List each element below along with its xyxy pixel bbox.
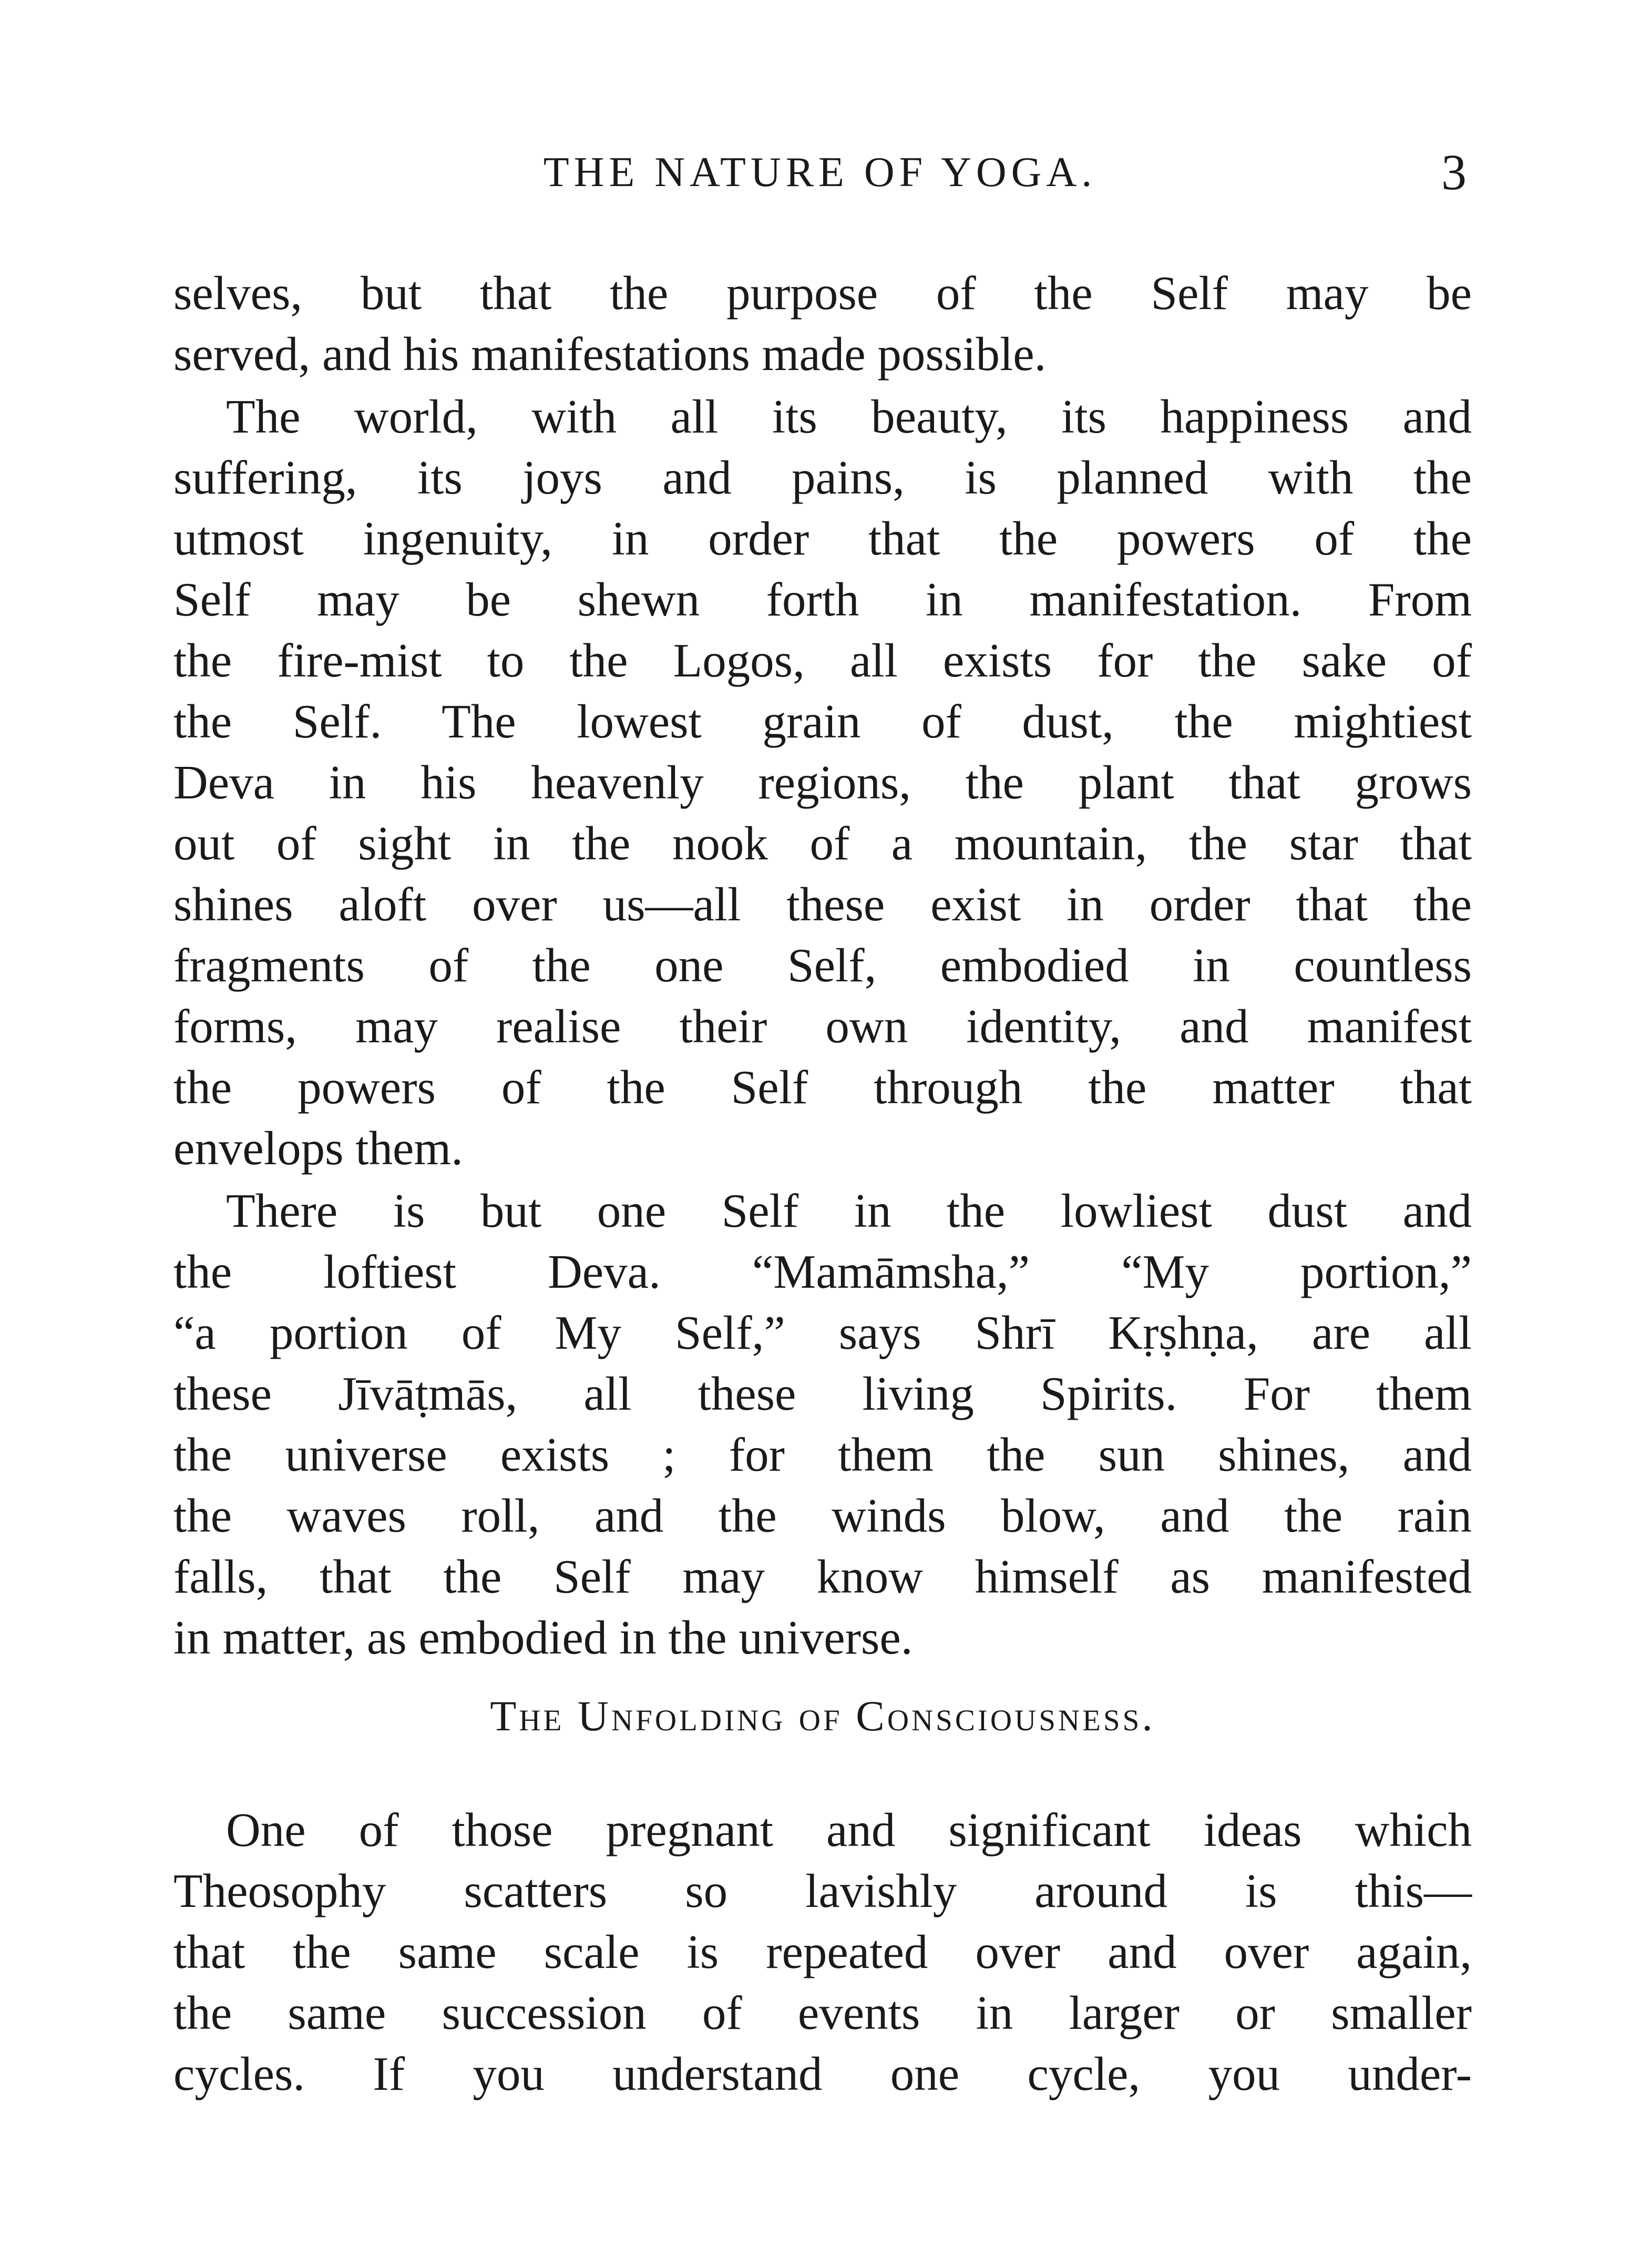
page-number: 3 bbox=[1441, 144, 1467, 200]
text-line: suffering, its joys and pains, is planned with the bbox=[173, 451, 1472, 504]
text-line: falls, that the Self may know himself as manifested bbox=[173, 1550, 1472, 1603]
text-line: There is but one Self in the lowliest dust and bbox=[226, 1184, 1472, 1237]
section-heading: The Unfolding of Consciousness. bbox=[490, 1692, 1155, 1740]
text-line: that the same scale is repeated over and over again, bbox=[173, 1925, 1472, 1978]
text-line: these Jīvāṭmās, all these living Spirits. For them bbox=[173, 1367, 1472, 1420]
text-line: shines aloft over us—all these exist in order that the bbox=[173, 878, 1472, 931]
text-line: Deva in his heavenly regions, the plant that grows bbox=[173, 756, 1472, 809]
text-line: the loftiest Deva. “Mamāmsha,” “My portion,” bbox=[173, 1245, 1472, 1298]
text-line: served, and his manifestations made possible. bbox=[173, 327, 1047, 381]
text-line: utmost ingenuity, in order that the powers of the bbox=[173, 512, 1472, 565]
text-line: envelops them. bbox=[173, 1122, 463, 1175]
running-title: THE NATURE OF YOGA. bbox=[543, 149, 1097, 196]
text-line: “a portion of My Self,” says Shrī Kṛṣhṇa, are all bbox=[173, 1306, 1472, 1359]
text-line: forms, may realise their own identity, and manifest bbox=[173, 1000, 1472, 1053]
text-line: selves, but that the purpose of the Self may be bbox=[173, 266, 1472, 320]
text-line: the fire-mist to the Logos, all exists for the sake of bbox=[173, 634, 1472, 687]
text-line: the waves roll, and the winds blow, and the rain bbox=[173, 1489, 1472, 1542]
text-line: the powers of the Self through the matter that bbox=[173, 1061, 1472, 1114]
text-line: the Self. The lowest grain of dust, the mightiest bbox=[173, 695, 1472, 748]
text-line: The world, with all its beauty, its happiness and bbox=[226, 390, 1472, 443]
text-line: in matter, as embodied in the universe. bbox=[173, 1611, 913, 1664]
text-line: the same succession of events in larger or smaller bbox=[173, 1986, 1472, 2039]
text-line: Theosophy scatters so lavishly around is this— bbox=[173, 1864, 1472, 1917]
text-line: One of those pregnant and significant ideas which bbox=[226, 1803, 1472, 1856]
text-line: fragments of the one Self, embodied in countless bbox=[173, 939, 1472, 992]
text-line: the universe exists ; for them the sun shines, and bbox=[173, 1428, 1472, 1481]
text-line: cycles. If you understand one cycle, you under- bbox=[173, 2047, 1472, 2100]
text-line: out of sight in the nook of a mountain, the star that bbox=[173, 817, 1472, 870]
running-header bbox=[173, 141, 1467, 204]
text-line: Self may be shewn forth in manifestation. From bbox=[173, 573, 1472, 626]
